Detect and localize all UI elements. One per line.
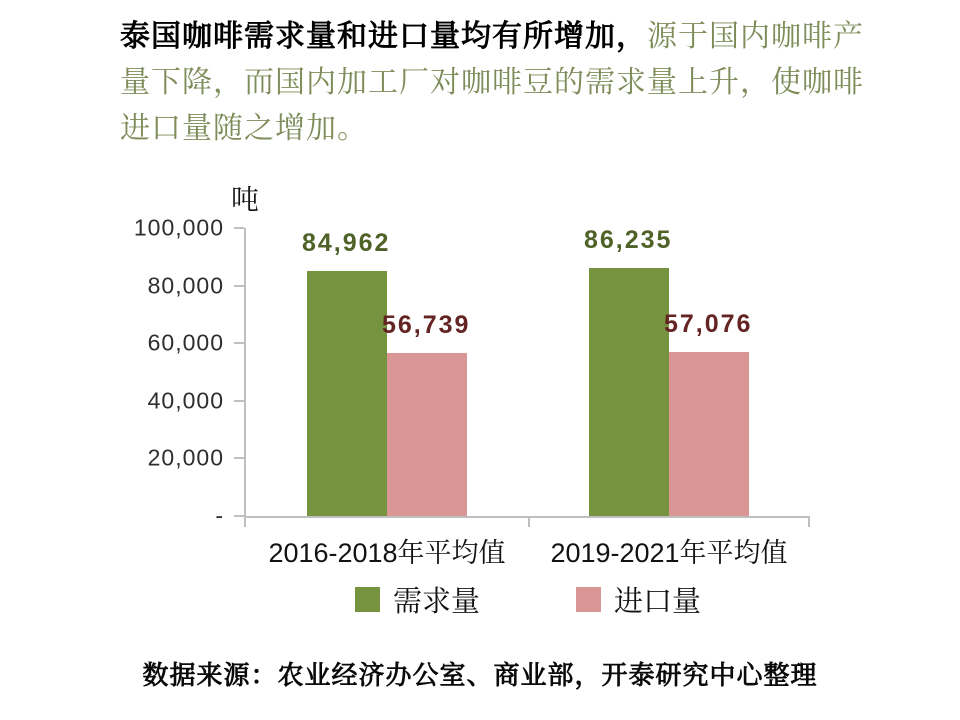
x-tick-mark-middle — [528, 518, 530, 527]
title-green-part: 源于国内咖啡产量下降，而国内加工厂对咖啡豆的需求量上升，使咖啡进口量随之增加。 — [120, 20, 864, 145]
category-label-2019-2021: 2019-2021年平均值 — [550, 538, 788, 568]
x-tick-mark-start — [244, 518, 246, 527]
x-axis-line — [244, 516, 810, 518]
y-axis-unit-label: 吨 — [231, 184, 260, 215]
bar-value-label-demand-2016-2018: 84,962 — [302, 229, 391, 258]
x-tick-mark-end — [808, 518, 810, 527]
y-tick-label: 40,000 — [147, 387, 224, 414]
bar-value-label-import-2019-2021: 57,076 — [664, 309, 753, 338]
y-tick-label: 100,000 — [133, 214, 224, 241]
bar-slot — [584, 225, 673, 516]
bar-slot — [664, 228, 753, 516]
bar-import-2019-2021 — [669, 352, 749, 516]
bar-demand-2016-2018 — [307, 271, 387, 516]
plot-area — [246, 225, 810, 516]
bar-pair — [302, 228, 471, 516]
y-tick-label: - — [215, 502, 224, 529]
legend-item-import — [576, 579, 701, 620]
legend-swatch-demand — [355, 587, 380, 612]
y-tick-mark — [234, 285, 244, 287]
y-tick-mark — [234, 515, 244, 517]
bar-slot — [302, 228, 391, 516]
y-tick-mark — [234, 400, 244, 402]
y-axis-labels — [88, 214, 224, 529]
legend-label-import: 进口量 — [614, 586, 702, 618]
legend-label-demand: 需求量 — [392, 586, 480, 618]
title-black-part: 泰国咖啡需求量和进口量均有所增加， — [120, 20, 647, 53]
bar-slot — [382, 228, 471, 516]
y-tick-mark — [234, 227, 244, 229]
legend-item-demand — [355, 579, 480, 620]
y-tick-label: 60,000 — [147, 329, 224, 356]
legend-swatch-import — [576, 587, 601, 612]
category-cell-2016-2018 — [246, 228, 528, 516]
bar-demand-2019-2021 — [589, 268, 669, 516]
category-cell-2019-2021 — [528, 225, 810, 516]
y-tick-label: 80,000 — [147, 272, 224, 299]
data-source-note: 数据来源：农业经济办公室、商业部，开泰研究中心整理 — [142, 660, 818, 690]
y-tick-label: 20,000 — [147, 444, 224, 471]
y-tick-mark — [234, 457, 244, 459]
bar-value-label-import-2016-2018: 56,739 — [382, 310, 471, 339]
legend — [246, 579, 810, 620]
bar-pair — [584, 225, 753, 516]
bar-import-2016-2018 — [387, 353, 467, 516]
category-cells — [246, 225, 810, 516]
category-label-2016-2018: 2016-2018年平均值 — [268, 538, 506, 568]
page-title — [120, 14, 872, 152]
x-axis-category-labels — [246, 531, 810, 570]
y-tick-mark — [234, 342, 244, 344]
bar-value-label-demand-2019-2021: 86,235 — [584, 225, 673, 254]
